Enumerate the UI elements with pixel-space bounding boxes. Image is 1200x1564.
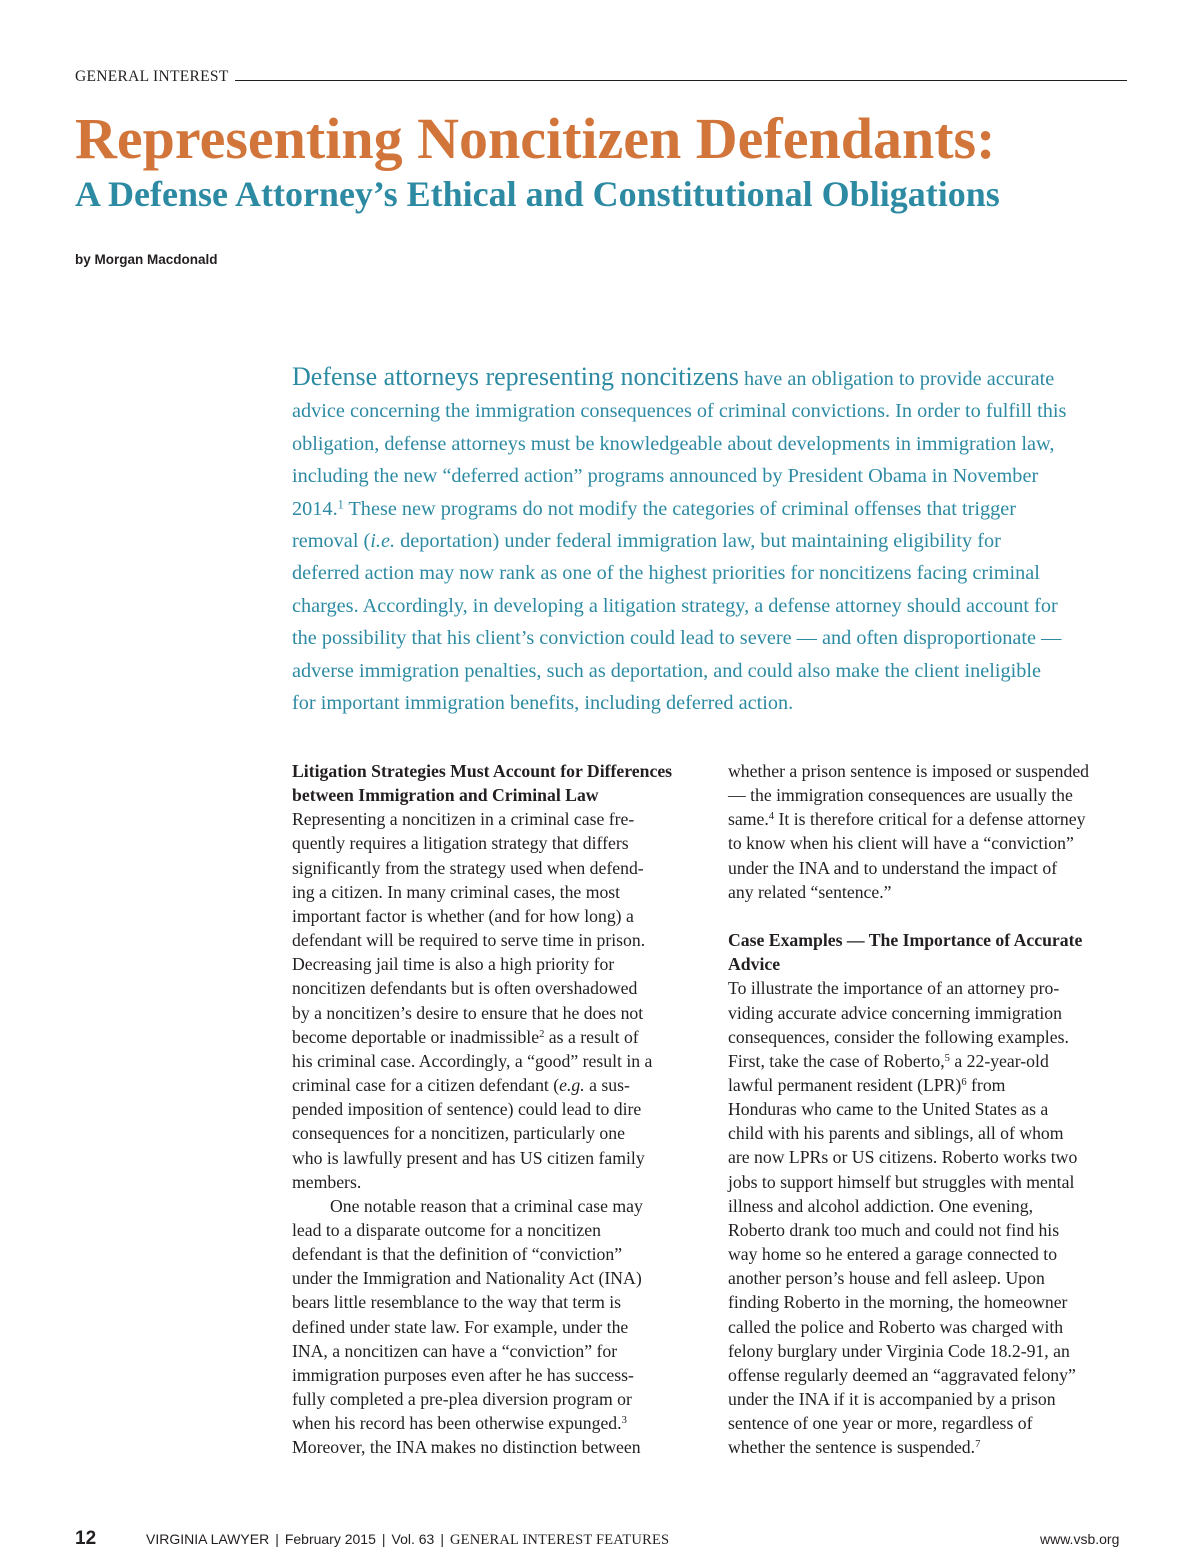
text-line: First, take the case of Roberto,$^5$ a 22-year-old (728, 1050, 1049, 1071)
text-line: whether a prison sentence is imposed or suspended (728, 761, 1090, 781)
text-line: finding Roberto in the morning, the homeowner (728, 1292, 1068, 1313)
footnote-ref: 1 (337, 496, 344, 511)
text-line: ing a citizen. In many criminal cases, the most (292, 881, 621, 902)
footnote-ref: 3 (621, 1415, 627, 1427)
footer-publication (146, 1531, 669, 1549)
text-line: To illustrate the importance of an attorney pro- (728, 978, 1060, 999)
lead-emphasis: Defense attorneys representing noncitizens (292, 362, 739, 391)
text-line: his criminal case. Accordingly, a “good” result in a (292, 1050, 653, 1071)
text-line: defendant is that the definition of “conviction” (292, 1244, 623, 1265)
text-line: INA, a noncitizen can have a “conviction” for (292, 1340, 618, 1361)
text-line: Decreasing jail time is also a high priority for (292, 954, 615, 975)
text-line: are now LPRs or US citizens. Roberto works two (728, 1147, 1078, 1168)
text-line: same.$^4$ It is therefore critical for a defense attorney (728, 809, 1086, 830)
text-line: way home so he entered a garage connected to (728, 1244, 1058, 1265)
section-heading: Advice (728, 954, 781, 975)
article-title: Representing Noncitizen Defendants: (75, 106, 996, 171)
text-line: defendant will be required to serve time in prison. (292, 930, 646, 951)
section-header (75, 58, 1127, 84)
lead-line: including the new “deferred action” programs announced by President Obama in November (292, 465, 1039, 488)
text-line: defined under state law. For example, under the (292, 1316, 629, 1337)
text-line: viding accurate advice concerning immigration (728, 1002, 1062, 1023)
footnote-ref: 7 (975, 1439, 981, 1451)
lead-paragraph (292, 361, 1134, 719)
text-line: One notable reason that a criminal case may (330, 1195, 643, 1216)
body-column-right (728, 759, 1133, 1460)
lead-line: removal (i.e. deportation) under federal immigration law, but maintaining eligibility for (292, 530, 1001, 553)
footnote-ref: 5 (944, 1053, 950, 1065)
text-line: under the Immigration and Nationality Act (INA) (292, 1268, 642, 1289)
text-line: jobs to support himself but struggles with mental (728, 1171, 1075, 1192)
text-line: criminal case for a citizen defendant (e.g. a sus- (292, 1075, 630, 1096)
lead-line: deferred action may now rank as one of the highest priorities for noncitizens facing criminal (292, 562, 1040, 585)
section-label: GENERAL INTEREST (75, 67, 229, 85)
text-line: consequences, consider the following examples. (728, 1026, 1069, 1047)
footnote-ref: 2 (539, 1028, 545, 1040)
lead-line: 2014.$^1$ These new programs do not modify the categories of criminal offenses that trigger (292, 496, 1017, 520)
text-line: fully completed a pre-plea diversion program or (292, 1389, 632, 1410)
footer-features: GENERAL INTEREST FEATURES (450, 1532, 670, 1548)
text-line: quently requires a litigation strategy that differs (292, 833, 629, 854)
section-heading: Litigation Strategies Must Account for Differences (292, 761, 673, 781)
lead-line: for important immigration benefits, including deferred action. (292, 692, 794, 715)
article-subtitle: A Defense Attorney’s Ethical and Constitutional Obligations (75, 174, 1000, 214)
text-line: who is lawfully present and has US citizen family (292, 1147, 645, 1168)
lead-line: obligation, defense attorneys must be knowledgeable about developments in immigration law, (292, 432, 1055, 455)
lead-line: advice concerning the immigration consequences of criminal convictions. In order to fulfill this (292, 400, 1067, 423)
text-line: lawful permanent resident (LPR)$^6$ from (728, 1075, 1006, 1096)
text-line: felony burglary under Virginia Code 18.2-91, an (728, 1340, 1070, 1361)
text-line: bears little resemblance to the way that term is (292, 1292, 622, 1313)
text-line: Representing a noncitizen in a criminal case fre- (292, 809, 635, 830)
section-heading: Case Examples — The Importance of Accurate (728, 930, 1083, 951)
footnote-ref: 4 (768, 811, 775, 823)
text-line: consequences for a noncitizen, particularly one (292, 1123, 625, 1144)
footnote-ref: 6 (961, 1077, 967, 1089)
text-line: offense regularly deemed an “aggravated felony” (728, 1364, 1076, 1385)
text-line: any related “sentence.” (728, 881, 892, 902)
lead-line: the possibility that his client’s conviction could lead to severe — and often disproportionate — (292, 627, 1062, 650)
footer-volume: Vol. 63 (391, 1531, 435, 1547)
text-line: noncitizen defendants but is often overshadowed (292, 978, 638, 999)
lead-line: charges. Accordingly, in developing a litigation strategy, a defense attorney should account for (292, 594, 1058, 617)
text-line: become deportable or inadmissible$^2$ as a result of (292, 1026, 639, 1047)
text-line: — the immigration consequences are usually the (728, 785, 1073, 806)
text-line: Honduras who came to the United States as a (728, 1099, 1049, 1120)
footer-magazine: VIRGINIA LAWYER (146, 1531, 270, 1547)
text-line: important factor is whether (and for how long) a (292, 905, 634, 926)
lead-line: adverse immigration penalties, such as deportation, and could also make the client ineligible (292, 659, 1042, 682)
text-line: by a noncitizen’s desire to ensure that he does not (292, 1002, 644, 1023)
text-line: lead to a disparate outcome for a noncitizen (292, 1219, 601, 1240)
byline: by Morgan Macdonald (75, 252, 218, 267)
text-line: pended imposition of sentence) could lead to dire (292, 1099, 642, 1120)
body-column-left (292, 759, 692, 1460)
footer-url-link[interactable]: www.vsb.org (1040, 1531, 1120, 1547)
text-line: immigration purposes even after he has success- (292, 1364, 634, 1385)
lead-line: Defense attorneys representing noncitizens have an obligation to provide accurate (292, 362, 1055, 391)
page-number: 12 (75, 1528, 97, 1549)
text-line: under the INA and to understand the impact of (728, 857, 1058, 878)
footer-separator: | (381, 1531, 386, 1547)
text-line: Moreover, the INA makes no distinction between (292, 1437, 641, 1458)
footer-issue: February 2015 (284, 1531, 376, 1547)
text-line: sentence of one year or more, regardless of (728, 1413, 1033, 1434)
paragraph-gap (728, 904, 1133, 928)
text-line: when his record has been otherwise expunged.$^3$ (292, 1413, 627, 1434)
text-line: significantly from the strategy used when defend- (292, 857, 644, 878)
footer-separator: | (275, 1531, 279, 1547)
section-heading: between Immigration and Criminal Law (292, 785, 599, 806)
text-line: to know when his client will have a “conviction” (728, 833, 1074, 854)
text-line: members. (292, 1171, 362, 1192)
text-line: another person’s house and fell asleep. Upon (728, 1268, 1045, 1289)
section-rule (235, 80, 1127, 81)
footer-separator: | (440, 1531, 444, 1547)
text-line: Roberto drank too much and could not find his (728, 1219, 1060, 1240)
text-line: called the police and Roberto was charged with (728, 1316, 1064, 1337)
text-line: whether the sentence is suspended.$^7$ (728, 1437, 981, 1458)
text-line: child with his parents and siblings, all of whom (728, 1123, 1064, 1144)
text-line: illness and alcohol addiction. One evening, (728, 1195, 1034, 1216)
text-line: under the INA if it is accompanied by a prison (728, 1389, 1056, 1410)
